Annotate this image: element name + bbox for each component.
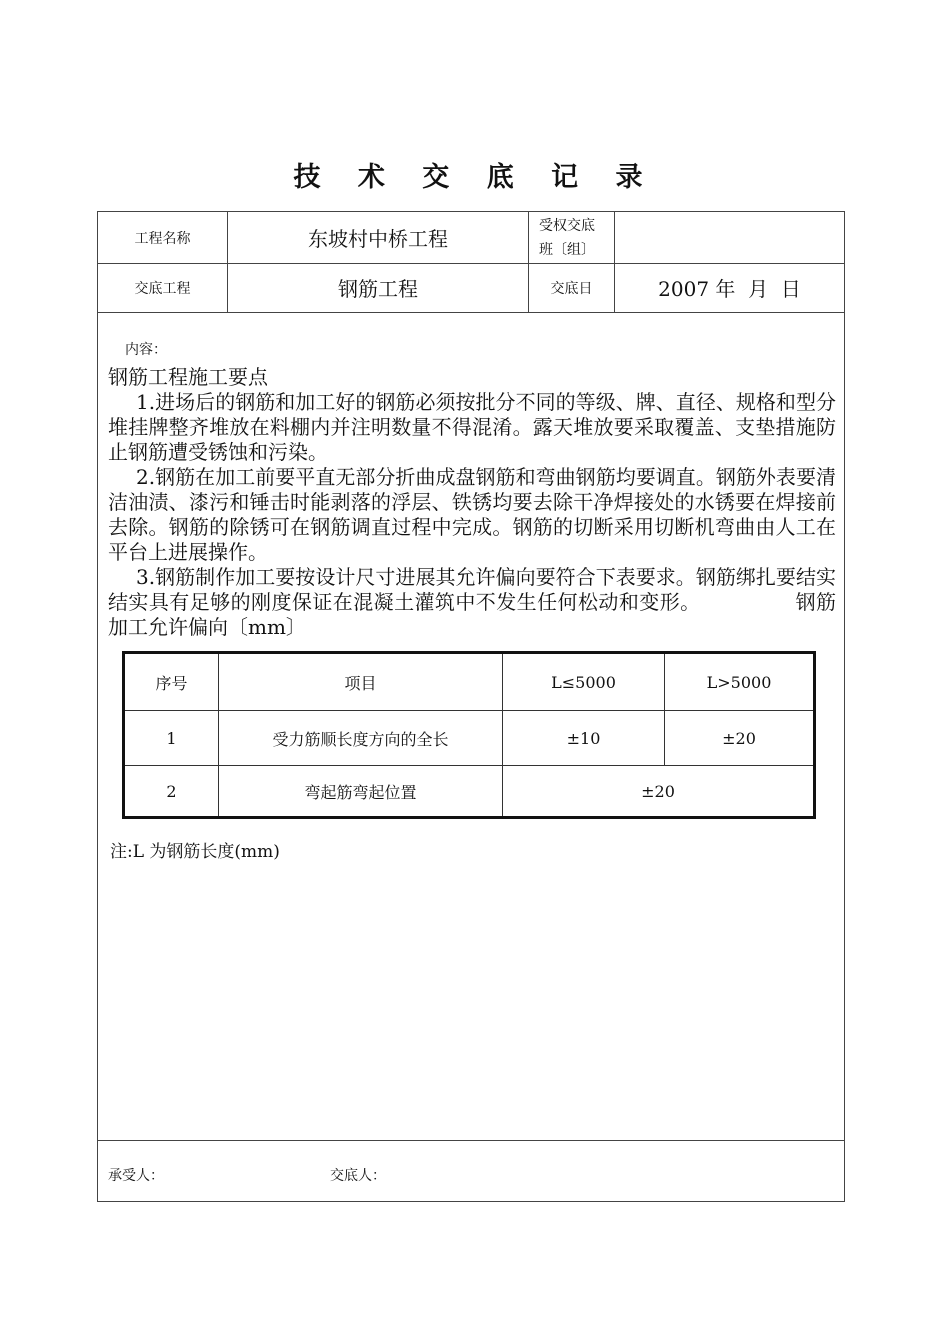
table-row bbox=[125, 766, 813, 816]
row-2-item: 弯起筋弯起位置 bbox=[219, 766, 503, 816]
table-note: 注:L 为钢筋长度(mm) bbox=[110, 842, 280, 862]
row-1-index: 1 bbox=[125, 711, 219, 765]
date-value: 2007 年 月 日 bbox=[658, 277, 801, 301]
paragraph-2: 2.钢筋在加工前要平直无部分折曲成盘钢筋和弯曲钢筋均要调直。钢筋外表要清洁油渍、漆污和锤击时能剥落的浮层、铁锈均要去除干净焊接处的水锈要在焊接前去除。钢筋的除锈可在钢筋调直过程中完成。钢筋的切断采用切断机弯曲由人工在平台上进展操作。 bbox=[108, 465, 836, 564]
team-label-line1: 受权交底 bbox=[539, 217, 595, 234]
content-label: 内容： bbox=[125, 342, 167, 358]
table-header-row bbox=[125, 654, 813, 711]
date-label: 交底日 bbox=[529, 263, 615, 312]
disclosure-record-form bbox=[97, 211, 845, 1202]
row-2-index: 2 bbox=[125, 766, 219, 816]
header-cell-index: 序号 bbox=[125, 654, 219, 710]
document-title: 技 术 交 底 记 录 bbox=[293, 162, 657, 193]
content-body bbox=[108, 365, 836, 640]
header-cell-le5000: L≤5000 bbox=[503, 654, 665, 710]
project-name-label: 工程名称 bbox=[98, 212, 228, 263]
table-caption: 钢筋加工允许偏向〔mm〕 bbox=[108, 590, 837, 639]
header-row-1 bbox=[98, 212, 844, 264]
tolerance-table bbox=[122, 651, 816, 819]
disclosure-project-value: 钢筋工程 bbox=[228, 263, 529, 312]
paragraph-3 bbox=[108, 565, 836, 640]
paragraph-1: 1.进场后的钢筋和加工好的钢筋必须按批分不同的等级、牌、直径、规格和型分堆挂牌整齐堆放在料棚内并注明数量不得混淆。露天堆放要采取覆盖、支垫措施防止钢筋遭受锈蚀和污染。 bbox=[108, 390, 836, 464]
signature-row bbox=[98, 1140, 844, 1202]
row-1-gt5000: ±20 bbox=[722, 728, 756, 748]
receiver-label: 承受人： bbox=[108, 1168, 164, 1184]
disclosure-project-label: 交底工程 bbox=[98, 263, 228, 312]
row-1-item: 受力筋顺长度方向的全长 bbox=[219, 711, 503, 765]
team-label-line2: 班〔组〕 bbox=[539, 241, 595, 258]
row-2-tolerance: ±20 bbox=[641, 781, 675, 801]
paragraph-3-text: 3.钢筋制作加工要按设计尺寸进展其允许偏向要符合下表要求。钢筋绑扎要结实结实具有足够的刚度保证在混凝土灌筑中不发生任何松动和变形。 bbox=[108, 565, 836, 614]
team-value bbox=[615, 212, 844, 263]
row-1-le5000: ±10 bbox=[503, 711, 665, 765]
content-section bbox=[98, 313, 844, 1140]
table-row bbox=[125, 711, 813, 766]
discloser-label: 交底人： bbox=[330, 1168, 386, 1184]
project-name-value: 东坡村中桥工程 bbox=[228, 212, 529, 263]
content-heading: 钢筋工程施工要点 bbox=[108, 365, 268, 389]
header-row-2 bbox=[98, 263, 844, 313]
header-cell-gt5000: L>5000 bbox=[706, 672, 772, 692]
team-label bbox=[529, 212, 615, 263]
header-cell-item: 项目 bbox=[219, 654, 503, 710]
